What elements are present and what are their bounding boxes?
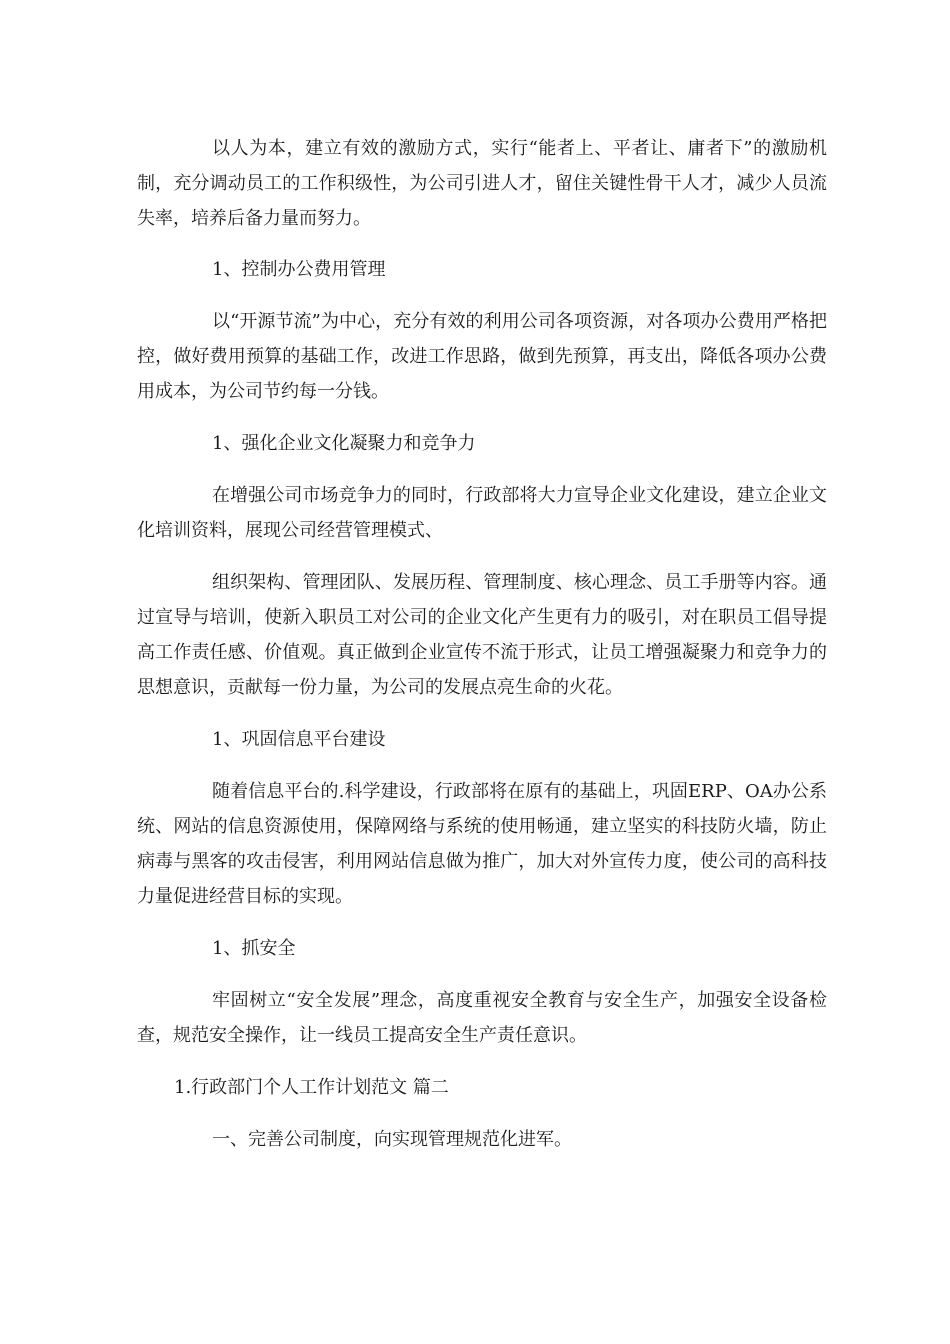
paragraph-organization: 组织架构、管理团队、发展历程、管理制度、核心理念、员工手册等内容。通过宣导与培训，使新入职员工对公司的企业文化产生更有力的吸引，对在职员工倡导提高工作责任感、价值观。真正做到企业宣传不流于形式，让员工增强凝聚力和竞争力的思想意识，贡献每一份力量，为公司的发展点亮生命的火花。	[137, 572, 827, 698]
paragraph-incentive: 以人为本，建立有效的激励方式，实行“能者上、平者让、庸者下”的激励机制，充分调动员工的工作积级性，为公司引进人才，留住关键性骨干人才，减少人员流失率，培养后备力量而努力。	[137, 138, 827, 229]
section-title-part-two: 1.行政部门个人工作计划范文 篇二	[174, 1077, 449, 1098]
heading-safety: 1、抓安全	[212, 938, 296, 959]
paragraph-office-cost: 以“开源节流”为中心，充分有效的利用公司各项资源，对各项办公费用严格把控，做好费用预算的基础工作，改进工作思路，做到先预算，再支出，降低各项办公费用成本，为公司节约每一分钱。	[137, 311, 827, 402]
paragraph-info-platform: 随着信息平台的.科学建设，行政部将在原有的基础上，巩固ERP、OA办公系统、网站的信息资源使用，保障网络与系统的使用畅通，建立坚实的科技防火墙，防止病毒与黑客的攻击侵害，利用网站信息做为推广，加大对外宣传力度，使公司的高科技力量促进经营目标的实现。	[137, 781, 827, 907]
heading-office-cost: 1、控制办公费用管理	[212, 259, 386, 280]
heading-company-system: 一、完善公司制度，向实现管理规范化进军。	[212, 1129, 572, 1150]
heading-corporate-culture: 1、强化企业文化凝聚力和竞争力	[212, 433, 476, 454]
paragraph-safety: 牢固树立“安全发展”理念，高度重视安全教育与安全生产，加强安全设备检查，规范安全操作，让一线员工提高安全生产责任意识。	[137, 990, 827, 1046]
paragraph-corporate-culture: 在增强公司市场竞争力的同时，行政部将大力宣导企业文化建设，建立企业文化培训资料，展现公司经营管理模式、	[137, 485, 827, 541]
heading-info-platform: 1、巩固信息平台建设	[212, 729, 386, 750]
